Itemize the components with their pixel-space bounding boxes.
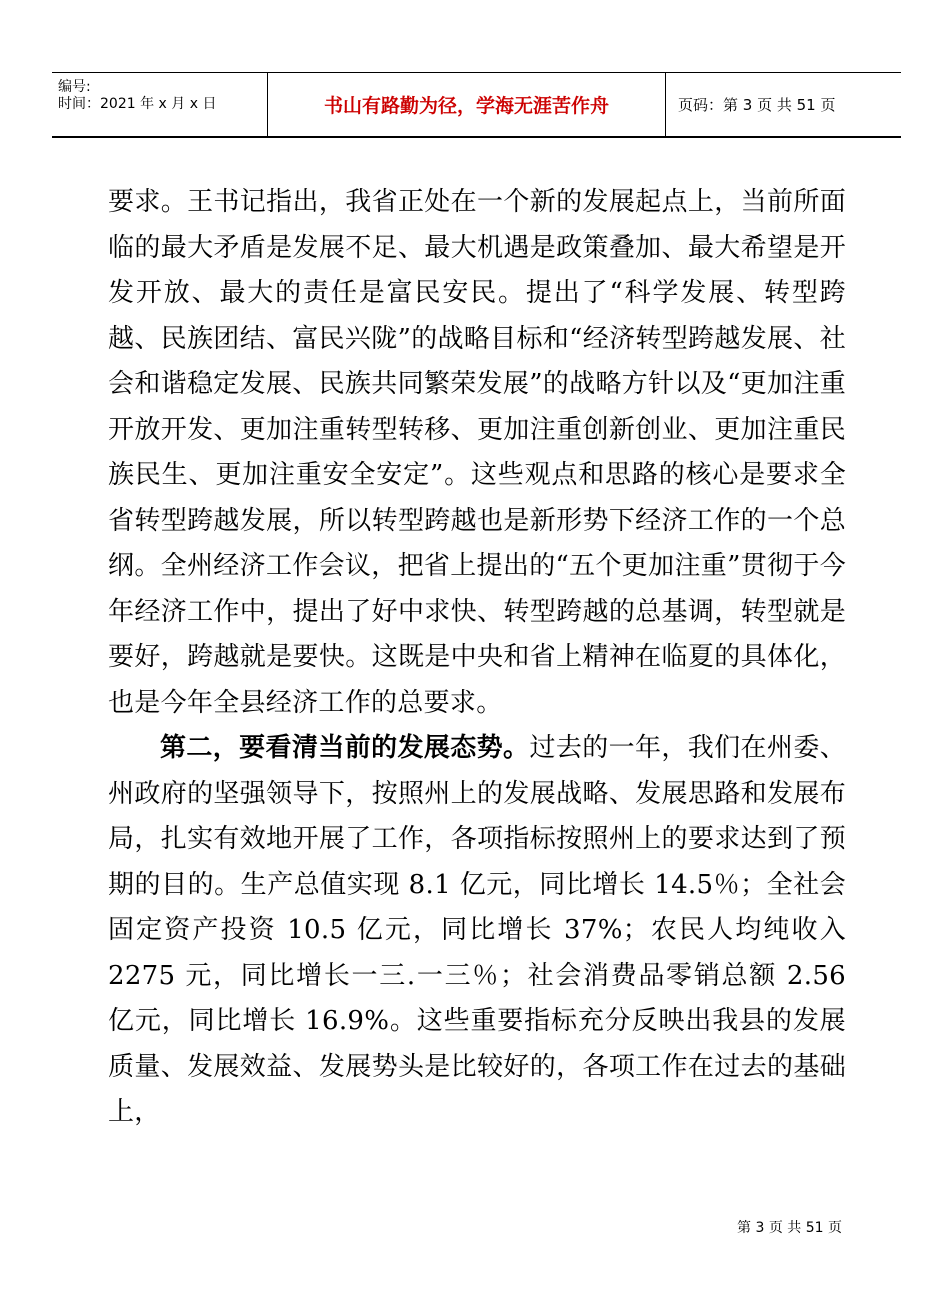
header-page-info: 页码：第 3 页 共 51 页 bbox=[678, 96, 836, 114]
document-time-label: 时间：2021 年 x 月 x 日 bbox=[58, 96, 217, 112]
paragraph-2-heading: 第二，要看清当前的发展态势。 bbox=[160, 733, 530, 763]
header-meta bbox=[52, 73, 268, 136]
page-header bbox=[52, 72, 901, 138]
paragraph-2-text: 过去的一年，我们在州委、州政府的坚强领导下，按照州上的发展战略、发展思路和发展布局，扎实有效地开展了工作，各项指标按照州上的要求达到了预期的目的。生产总值实现 8.1 亿元，同比增长 14.5％；全社会固定资产投资 10.5 亿元，同比增长 37%；农民人均纯收入 2275 元，同比增长一三.一三％；社会消费品零销总额 2.56 亿元，同比增长 16.9%。这些重要指标充分反映出我县的发展质量、发展效益、发展势头是比较好的，各项工作在过去的基础上， bbox=[108, 733, 847, 1127]
body-paragraph-1: 要求。王书记指出，我省正处在一个新的发展起点上，当前所面临的最大矛盾是发展不足、最大机遇是政策叠加、最大希望是开发开放、最大的责任是富民安民。提出了“科学发展、转型跨越、民族团结、富民兴陇”的战略目标和“经济转型跨越发展、社会和谐稳定发展、民族共同繁荣发展”的战略方针以及“更加注重开放开发、更加注重转型转移、更加注重创新创业、更加注重民族民生、更加注重安全安定”。这些观点和思路的核心是要求全省转型跨越发展，所以转型跨越也是新形势下经济工作的一个总纲。全州经济工作会议，把省上提出的“五个更加注重”贯彻于今年经济工作中，提出了好中求快、转型跨越的总基调，转型就是要好，跨越就是要快。这既是中央和省上精神在临夏的具体化，也是今年全县经济工作的总要求。 bbox=[108, 187, 846, 718]
page-footer: 第 3 页 共 51 页 bbox=[737, 1220, 842, 1236]
document-number-label: 编号: bbox=[58, 79, 91, 95]
document-body bbox=[108, 180, 846, 1136]
body-paragraph-2 bbox=[108, 726, 846, 1136]
header-motto: 书山有路勤为径，学海无涯苦作舟 bbox=[268, 73, 666, 136]
